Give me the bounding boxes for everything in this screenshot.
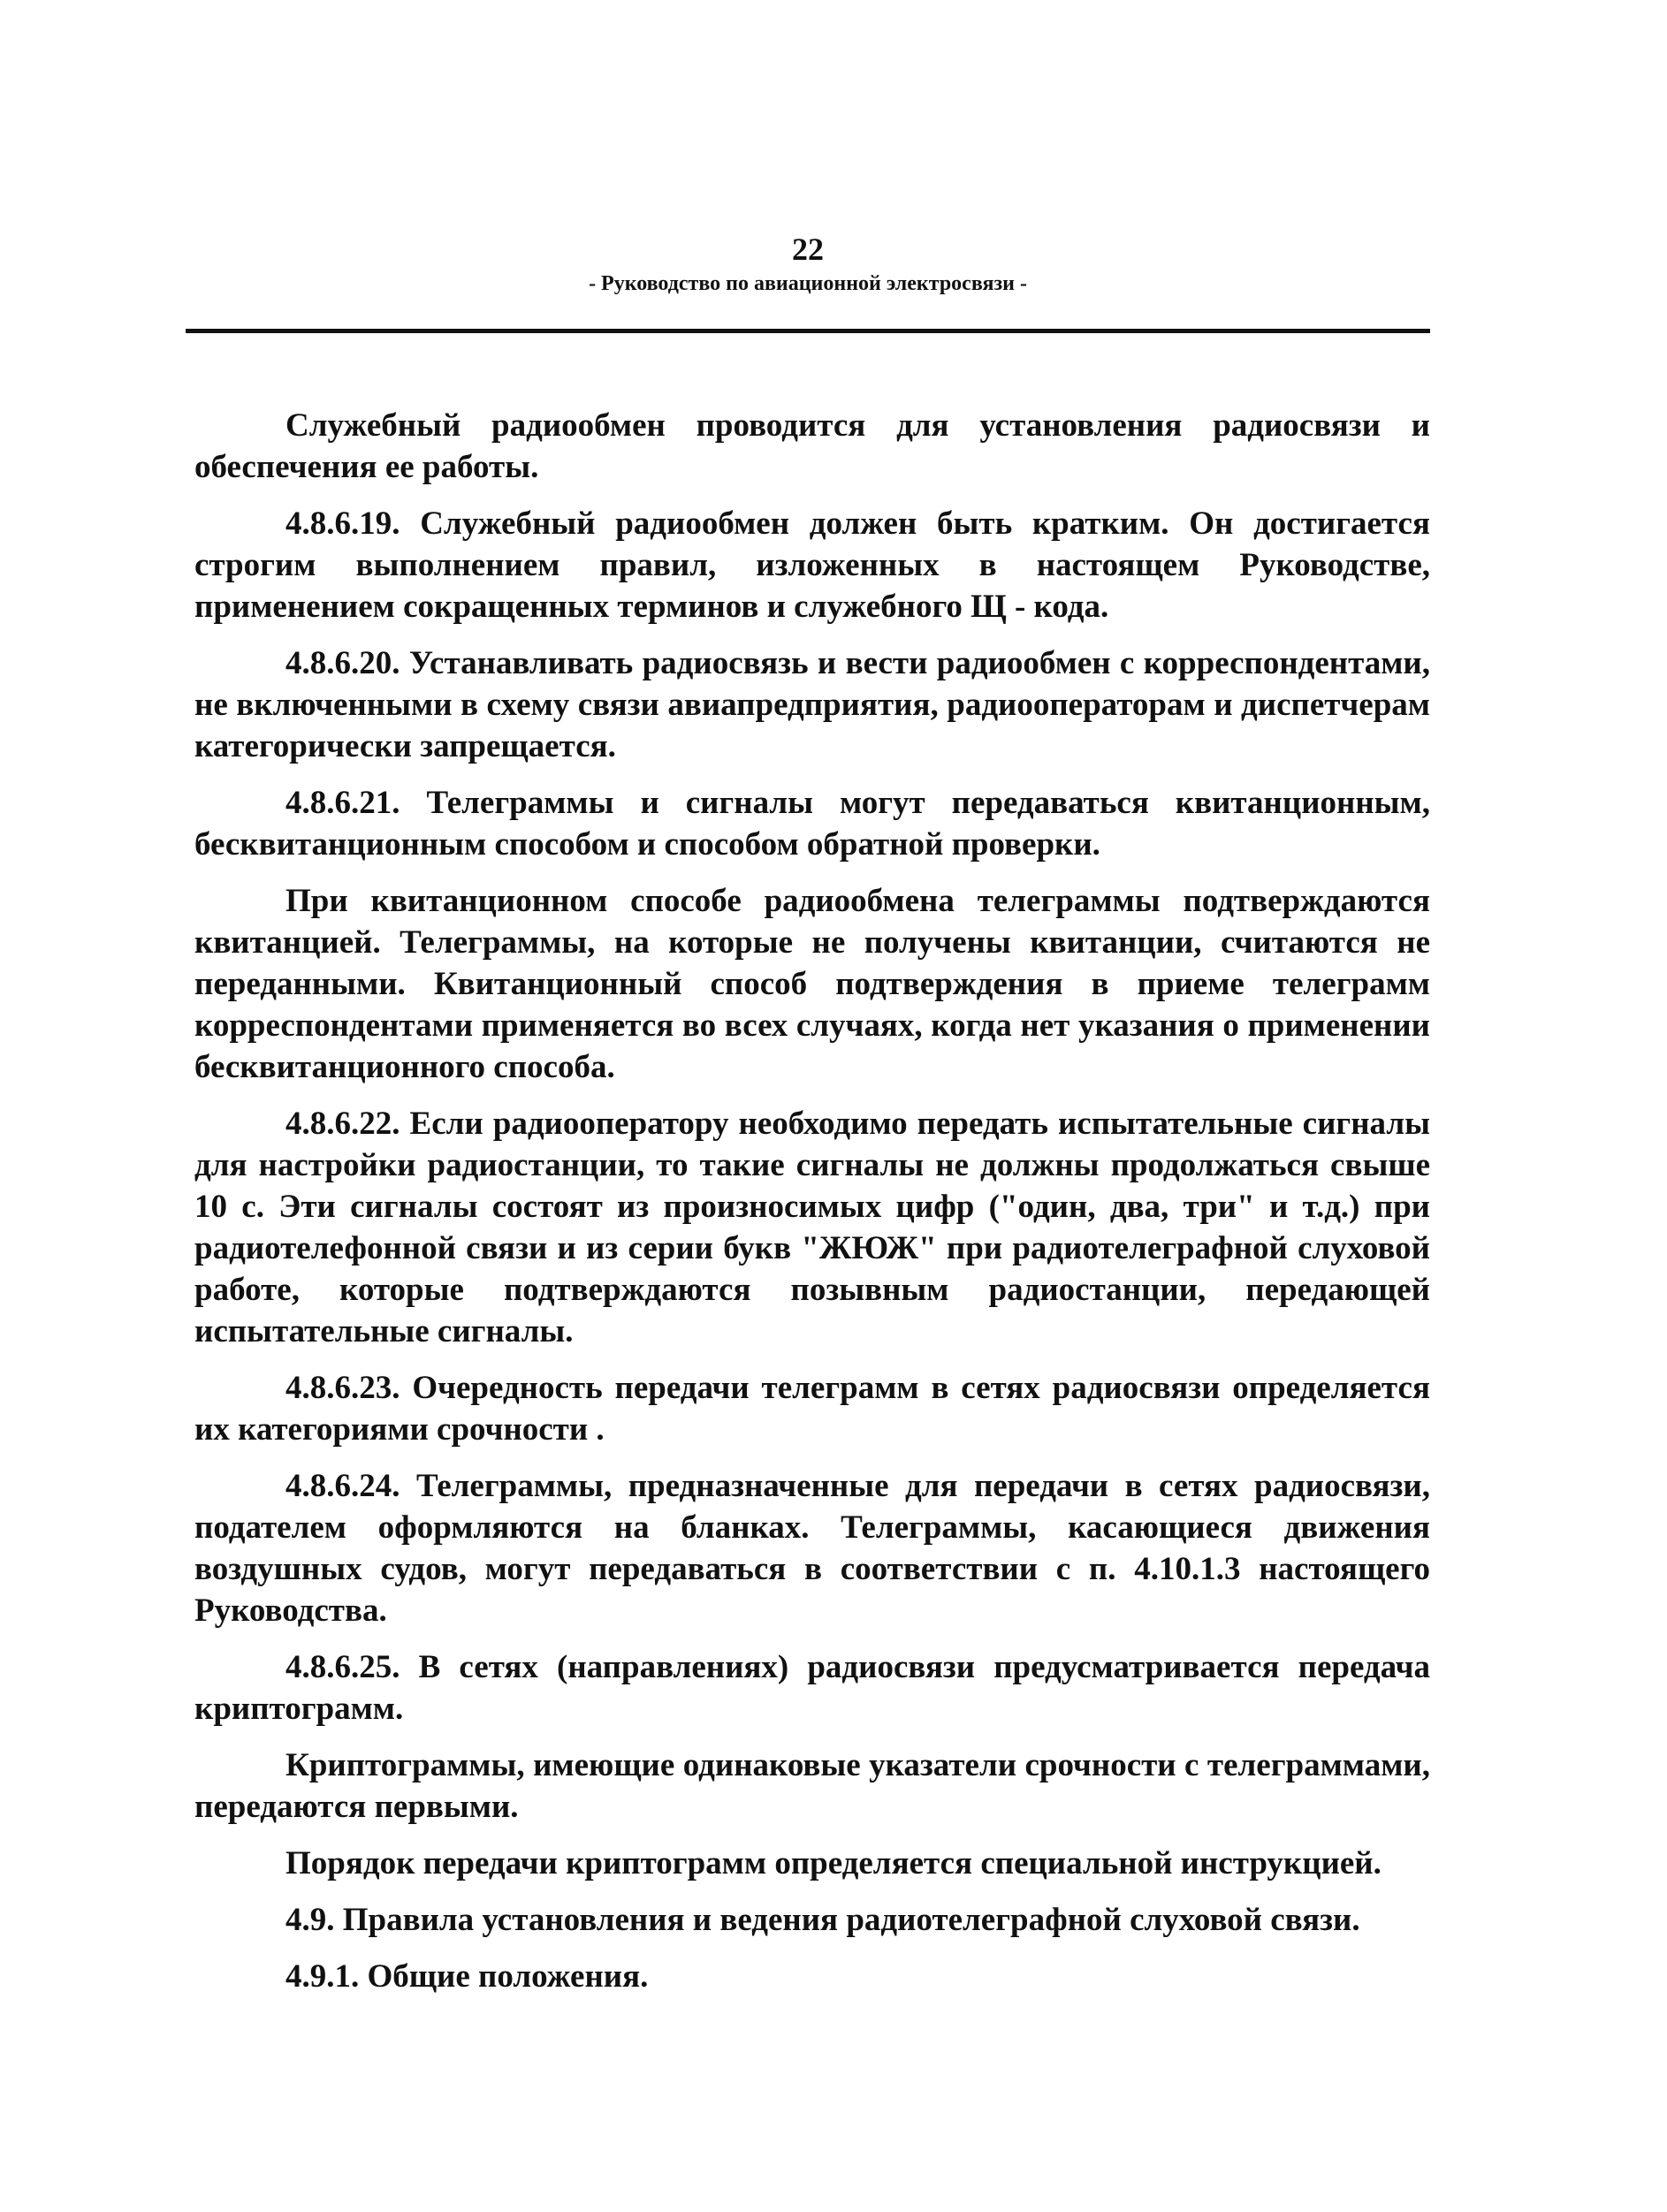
running-title: - Руководство по авиационной электросвязи - xyxy=(589,272,1027,295)
page-number: 22 xyxy=(792,232,824,267)
paragraph: 4.8.6.20. Устанавливать радиосвязь и вести радиообмен с корреспондентами, не включенными в схему связи авиапредприятия, радиооператорам и диспетчерам категорически запрещается. xyxy=(194,645,1430,764)
section-heading: 4.9. Правила установления и ведения радиотелеграфной слуховой связи. xyxy=(285,1902,1360,1938)
paragraph: Служебный радиообмен проводится для установления радиосвязи и обеспечения ее работы. xyxy=(194,407,1430,485)
paragraph: 4.8.6.24. Телеграммы, предназначенные для передачи в сетях радиосвязи, подателем оформляются на бланках. Телеграммы, касающиеся движения воздушных судов, могут передаваться в соответствии с п. 4.10.1.3 настоящего Руководства. xyxy=(194,1468,1430,1629)
subsection-heading: 4.9.1. Общие положения. xyxy=(285,1958,649,1995)
paragraph: 4.8.6.23. Очередность передачи телеграмм в сетях радиосвязи определяется их категориями срочности . xyxy=(194,1370,1430,1448)
paragraph: При квитанционном способе радиообмена телеграммы подтверждаются квитанцией. Телеграммы, на которые не получены квитанции, считаются не переданными. Квитанционный способ подтверждения в приеме телеграмм корреспондентами применяется во всех случаях, когда нет указания о применении бесквитанционного способа. xyxy=(194,883,1430,1085)
body-text xyxy=(194,405,1430,2012)
paragraph: Криптограммы, имеющие одинаковые указатели срочности с телеграммами, передаются первыми. xyxy=(194,1747,1430,1825)
paragraph: 4.8.6.22. Если радиооператору необходимо передать испытательные сигналы для настройки радиостанции, то такие сигналы не должны продолжаться свыше 10 с. Эти сигналы состоят из произносимых цифр ("один, два, три" и т.д.) при радиотелефонной связи и из серии букв "ЖЮЖ" при радиотелеграфной слуховой работе, которые подтверждаются позывным радиостанции, передающей испытательные сигналы. xyxy=(194,1106,1430,1349)
paragraph: 4.8.6.19. Служебный радиообмен должен быть кратким. Он достигается строгим выполнением правил, изложенных в настоящем Руководстве, применением сокращенных терминов и служебного Щ - кода. xyxy=(194,505,1430,625)
paragraph: 4.8.6.21. Телеграммы и сигналы могут передаваться квитанционным, бесквитанционным способом и способом обратной проверки. xyxy=(194,785,1430,863)
page-header xyxy=(186,232,1430,297)
paragraph: Порядок передачи криптограмм определяется специальной инструкцией. xyxy=(285,1845,1382,1881)
header-rule xyxy=(186,329,1430,333)
paragraph: 4.8.6.25. В сетях (направлениях) радиосвязи предусматривается передача криптограмм. xyxy=(194,1649,1430,1727)
